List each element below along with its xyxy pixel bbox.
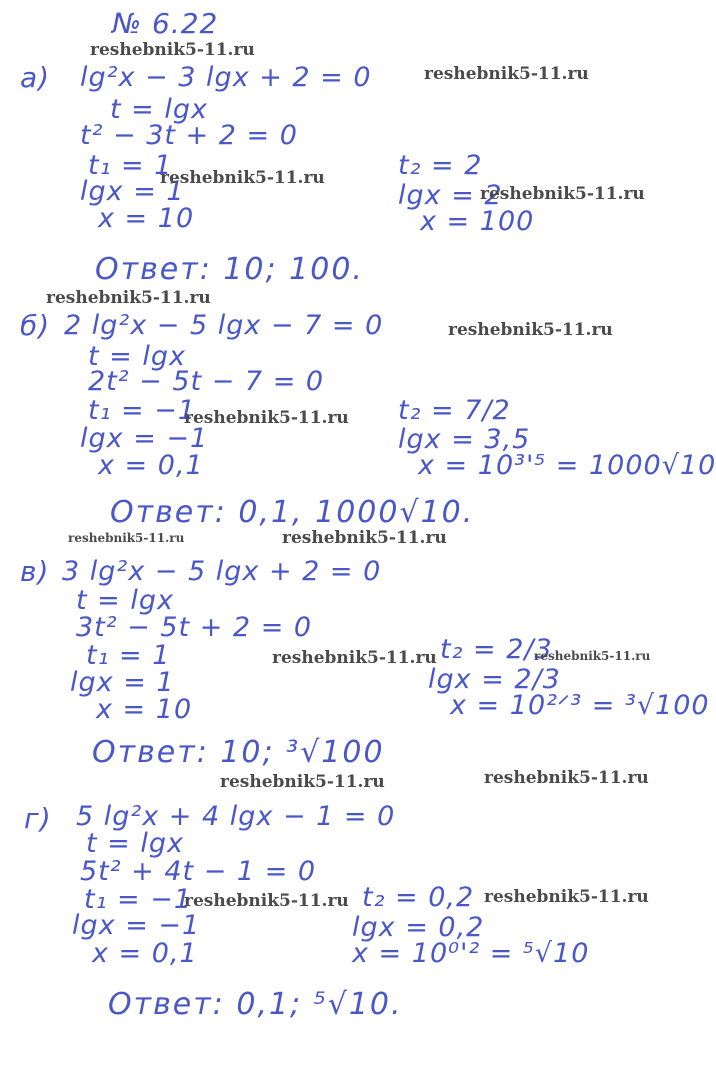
part-v-t2-log: lgx = 2/3	[428, 664, 561, 695]
part-g-t1: t₁ = −1	[84, 884, 192, 915]
problem-number: № 6.22	[112, 7, 219, 40]
part-b-substitution: t = lgx	[88, 341, 186, 372]
part-b-t1: t₁ = −1	[88, 395, 196, 426]
part-v-quadratic: 3t² − 5t + 2 = 0	[76, 612, 313, 643]
part-a-equation: lg²x − 3 lgx + 2 = 0	[80, 62, 372, 93]
watermark: reshebnik5-11.ru	[184, 408, 349, 428]
watermark: reshebnik5-11.ru	[220, 772, 385, 792]
part-v-equation: 3 lg²x − 5 lgx + 2 = 0	[62, 556, 382, 587]
part-v-answer: Ответ: 10; ³√100	[92, 735, 385, 770]
part-b-t2-x: x = 10³'⁵ = 1000√10	[418, 450, 716, 481]
part-b-label: б)	[20, 309, 51, 342]
part-a-label: а)	[20, 61, 51, 94]
part-a-t1: t₁ = 1	[88, 150, 173, 181]
watermark: reshebnik5-11.ru	[68, 531, 185, 545]
part-a-answer: Ответ: 10; 100.	[95, 252, 364, 287]
watermark: reshebnik5-11.ru	[184, 891, 349, 911]
part-g-label: г)	[24, 802, 52, 835]
watermark: reshebnik5-11.ru	[484, 768, 649, 788]
part-v-t1-x: x = 10	[96, 694, 193, 725]
part-g-t2: t₂ = 0,2	[362, 882, 475, 913]
part-b-t2-log: lgx = 3,5	[398, 424, 531, 455]
part-b-answer: Ответ: 0,1, 1000√10.	[110, 495, 475, 530]
part-g-t1-log: lgx = −1	[72, 910, 201, 941]
part-v-label: в)	[20, 555, 50, 588]
watermark: reshebnik5-11.ru	[272, 648, 437, 668]
part-g-substitution: t = lgx	[86, 828, 184, 859]
part-v-t1: t₁ = 1	[86, 640, 171, 671]
part-g-answer: Ответ: 0,1; ⁵√10.	[108, 987, 403, 1022]
part-b-t2: t₂ = 7/2	[398, 395, 511, 426]
watermark: reshebnik5-11.ru	[534, 649, 651, 663]
part-g-t1-x: x = 0,1	[92, 938, 198, 969]
part-g-t2-log: lgx = 0,2	[352, 912, 485, 943]
part-g-equation: 5 lg²x + 4 lgx − 1 = 0	[76, 801, 396, 832]
part-b-quadratic: 2t² − 5t − 7 = 0	[88, 366, 325, 397]
part-a-quadratic: t² − 3t + 2 = 0	[80, 120, 298, 151]
part-v-t1-log: lgx = 1	[70, 667, 175, 698]
part-a-t1-x: x = 10	[98, 203, 195, 234]
part-v-substitution: t = lgx	[76, 585, 174, 616]
part-v-t2-x: x = 10²ᐟ³ = ³√100	[450, 690, 710, 721]
part-b-equation: 2 lg²x − 5 lgx − 7 = 0	[64, 310, 384, 341]
part-g-quadratic: 5t² + 4t − 1 = 0	[80, 856, 317, 887]
watermark: reshebnik5-11.ru	[90, 40, 255, 60]
part-a-t2: t₂ = 2	[398, 150, 483, 181]
part-b-t1-log: lgx = −1	[80, 423, 209, 454]
part-v-t2: t₂ = 2/3	[440, 634, 553, 665]
part-a-t2-log: lgx = 2	[398, 180, 503, 211]
part-a-t1-log: lgx = 1	[80, 176, 185, 207]
watermark: reshebnik5-11.ru	[282, 528, 447, 548]
part-a-substitution: t = lgx	[110, 94, 208, 125]
watermark: reshebnik5-11.ru	[424, 64, 589, 84]
watermark: reshebnik5-11.ru	[160, 168, 325, 188]
watermark: reshebnik5-11.ru	[484, 887, 649, 907]
watermark: reshebnik5-11.ru	[448, 320, 613, 340]
watermark: reshebnik5-11.ru	[46, 288, 211, 308]
watermark: reshebnik5-11.ru	[480, 184, 645, 204]
part-g-t2-x: x = 10⁰'² = ⁵√10	[352, 938, 590, 969]
part-a-t2-x: x = 100	[420, 206, 535, 237]
part-b-t1-x: x = 0,1	[98, 450, 204, 481]
